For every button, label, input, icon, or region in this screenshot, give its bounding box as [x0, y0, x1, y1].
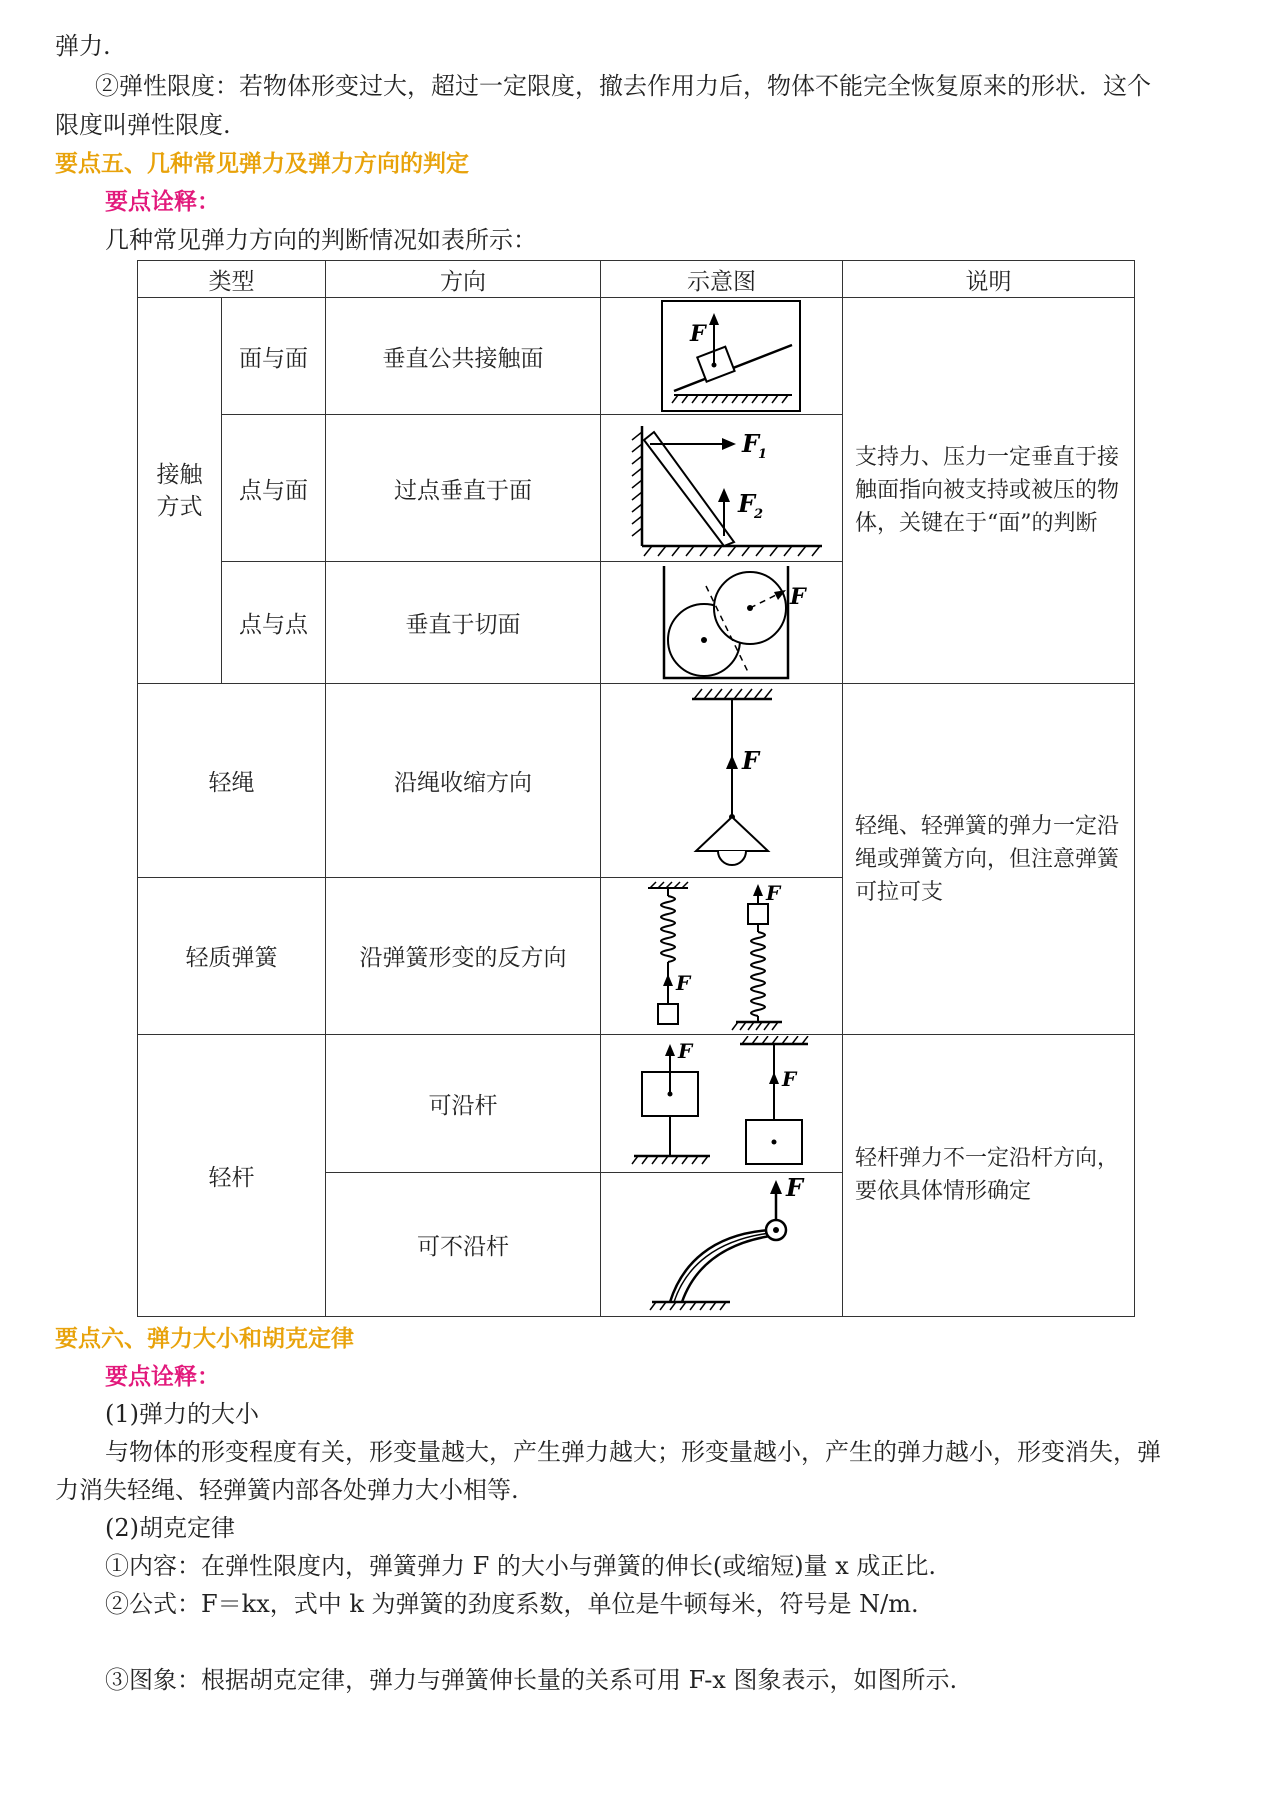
header-note: 说明 [843, 261, 1135, 298]
note-contact: 支持力、压力一定垂直于接触面指向被支持或被压的物体，关键在于“面”的判断 [843, 298, 1135, 684]
note-rope-spring: 轻绳、轻弹簧的弹力一定沿绳或弹簧方向，但注意弹簧可拉可支 [843, 684, 1135, 1034]
diagram-rod-not-along [601, 1172, 843, 1316]
header-type: 类型 [138, 261, 326, 298]
label-f: F [689, 321, 706, 348]
direction-rod-along: 可沿杆 [326, 1034, 601, 1172]
type-rod: 轻杆 [138, 1034, 326, 1316]
label-f-bent-rod: F [785, 1174, 803, 1203]
label-f-spring-1: F [675, 970, 690, 995]
direction-point-face: 过点垂直于面 [326, 415, 601, 562]
direction-point-point: 垂直于切面 [326, 562, 601, 684]
intro-line-1: 弹力. [55, 32, 111, 60]
hooke-content: ①内容：在弹性限度内，弹簧弹力 F 的大小与弹簧的伸长(或缩短)量 x 成正比. [105, 1552, 937, 1580]
label-f2-sub: 2 [753, 507, 763, 523]
diagram-rod-along [601, 1034, 843, 1172]
label-f-sphere: F [789, 583, 806, 610]
direction-rope: 沿绳收缩方向 [326, 684, 601, 877]
section5-heading: 要点五、几种常见弹力及弹力方向的判定 [55, 151, 469, 177]
label-f1: F [741, 429, 759, 459]
direction-spring: 沿弹簧形变的反方向 [326, 877, 601, 1034]
diagram-face-face [601, 298, 843, 415]
hooke-graph: ③图象：根据胡克定律，弹力与弹簧伸长量的关系可用 F-x 图象表示，如图所示. [105, 1666, 958, 1694]
rod-along-diagram [612, 1036, 832, 1170]
diagram-point-face [601, 415, 843, 562]
type-point-point: 点与点 [222, 562, 326, 684]
type-point-face: 点与面 [222, 415, 326, 562]
bent-rod-diagram [612, 1174, 832, 1314]
group-contact [138, 298, 222, 684]
incline-block-diagram [622, 299, 822, 413]
section5-subheading: 要点诠释： [105, 189, 220, 215]
diagram-rope [601, 684, 843, 877]
item1-title: (1)弹力的大小 [105, 1400, 259, 1428]
item1-body-b: 力消失轻绳、轻弹簧内部各处弹力大小相等. [55, 1476, 519, 1504]
diagram-spring [601, 877, 843, 1034]
type-rope: 轻绳 [138, 684, 326, 877]
section6-subheading: 要点诠释： [105, 1364, 220, 1390]
intro-line-3: 限度叫弹性限度. [55, 111, 231, 139]
intro-line-2: ②弹性限度：若物体形变过大，超过一定限度，撤去作用力后，物体不能完全恢复原来的形状．这个 [95, 72, 1151, 100]
type-face-face: 面与面 [222, 298, 326, 415]
diagram-point-point [601, 562, 843, 684]
direction-face-face: 垂直公共接触面 [326, 298, 601, 415]
label-f-spring-2: F [765, 880, 780, 905]
type-spring: 轻质弹簧 [138, 877, 326, 1034]
label-f-rod-1: F [677, 1039, 692, 1064]
springs-diagram [612, 880, 832, 1032]
section5-intro: 几种常见弹力方向的判断情况如表所示： [105, 226, 537, 254]
label-f-rod-2: F [781, 1067, 796, 1092]
item2-title: (2)胡克定律 [105, 1514, 235, 1542]
direction-rod-not-along: 可不沿杆 [326, 1172, 601, 1316]
header-diagram: 示意图 [601, 261, 843, 298]
item1-body-a: 与物体的形变程度有关，形变量越大，产生弹力越大；形变量越小，产生的弹力越小，形变消失，弹 [105, 1438, 1161, 1466]
label-f2: F [737, 489, 755, 519]
ladder-wall-diagram [612, 418, 832, 558]
note-rod: 轻杆弹力不一定沿杆方向，要依具体情形确定 [843, 1034, 1135, 1316]
header-direction: 方向 [326, 261, 601, 298]
hanging-lamp-diagram [622, 685, 822, 875]
section6-heading: 要点六、弹力大小和胡克定律 [55, 1326, 354, 1352]
label-f-rope: F [741, 746, 759, 776]
elastic-force-table [137, 260, 1135, 1317]
two-spheres-diagram [622, 564, 822, 682]
hooke-formula: ②公式：F＝kx，式中 k 为弹簧的劲度系数，单位是牛顿每米，符号是 N/m. [105, 1590, 919, 1618]
group-contact-label: 接触方式 [156, 461, 203, 520]
label-f1-sub: 1 [757, 447, 767, 463]
